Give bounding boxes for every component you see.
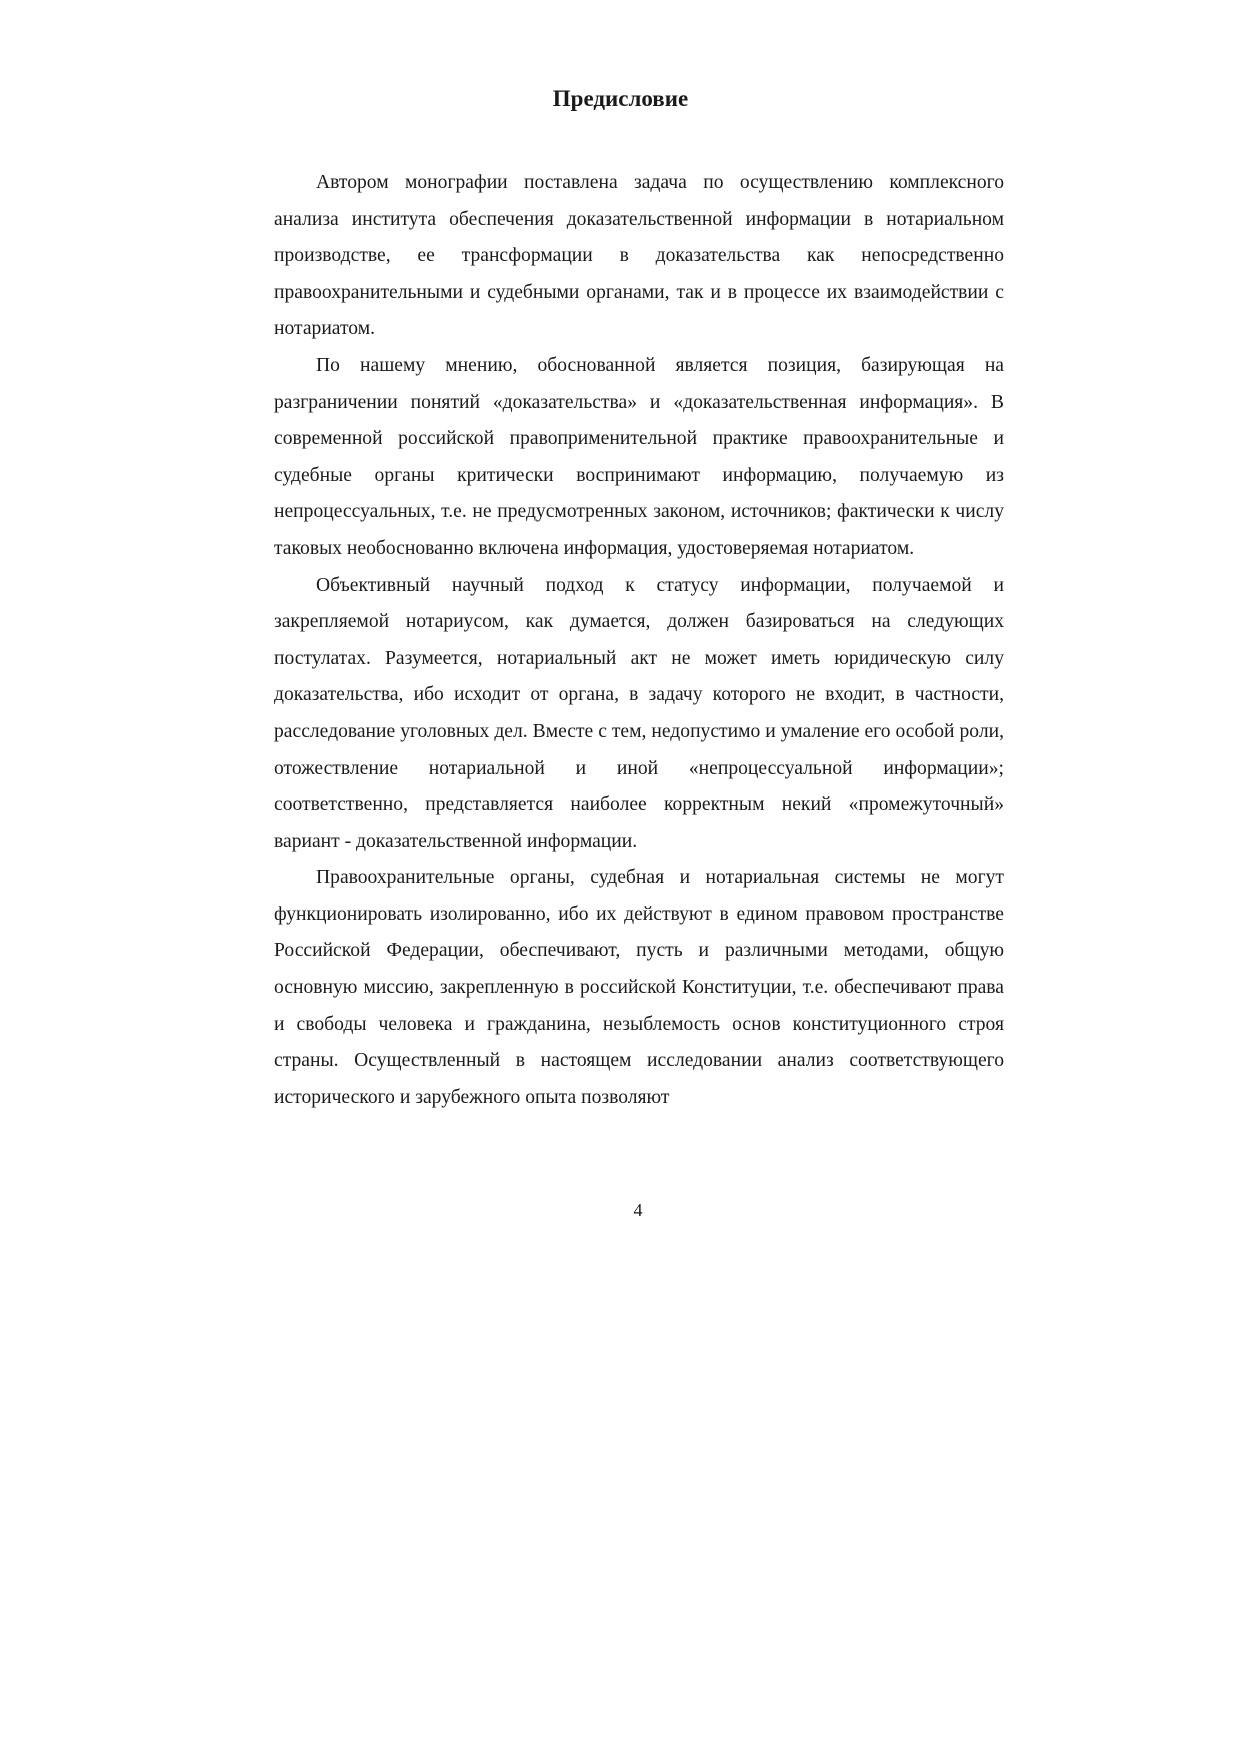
page-title: Предисловие xyxy=(552,86,689,111)
paragraph: Автором монографии поставлена задача по осуществлению комплексного анализа института обеспечения доказательственной информации в нотариальном производстве, ее трансформации в доказательства как непосредственно правоохранительными и судебными органами, так и в процессе их взаимодействии с нотариатом. xyxy=(274,172,1004,340)
paragraph: По нашему мнению, обоснованной является позиция, базирующая на разграничении понятий «доказательства» и «доказательственная информация». В современной российской правоприменительной практике правоохранительные и судебные органы критически воспринимают информацию, получаемую из непроцессуальных, т.е. не предусмотренных законом, источников; фактически к числу таковых необоснованно включена информация, удостоверяемая нотариатом. xyxy=(274,354,1004,559)
paragraph: Правоохранительные органы, судебная и нотариальная системы не могут функционировать изолированно, ибо их действуют в едином правовом пространстве Российской Федерации, обеспечивают, пусть и различными методами, общую основную миссию, закрепленную в российской Конституции, т.е. обеспечивают права и свободы человека и гражданина, незыблемость основ конституционного строя страны. Осуществленный в настоящем исследовании анализ соответствующего исторического и зарубежного опыта позволяют xyxy=(274,867,1004,1108)
body-text xyxy=(274,165,1004,1116)
page-number: 4 xyxy=(633,1200,643,1220)
paragraph: Объективный научный подход к статусу информации, получаемой и закрепляемой нотариусом, как думается, должен базироваться на следующих постулатах. Разумеется, нотариальный акт не может иметь юридическую силу доказательства, ибо исходит от органа, в задачу которого не входит, в частности, расследование уголовных дел. Вместе с тем, недопустимо и умаление его особой роли, отожествление нотариальной и иной «непроцессуальной информации»; соответственно, представляется наиболее корректным некий «промежуточный» вариант - доказательственной информации. xyxy=(274,574,1004,852)
